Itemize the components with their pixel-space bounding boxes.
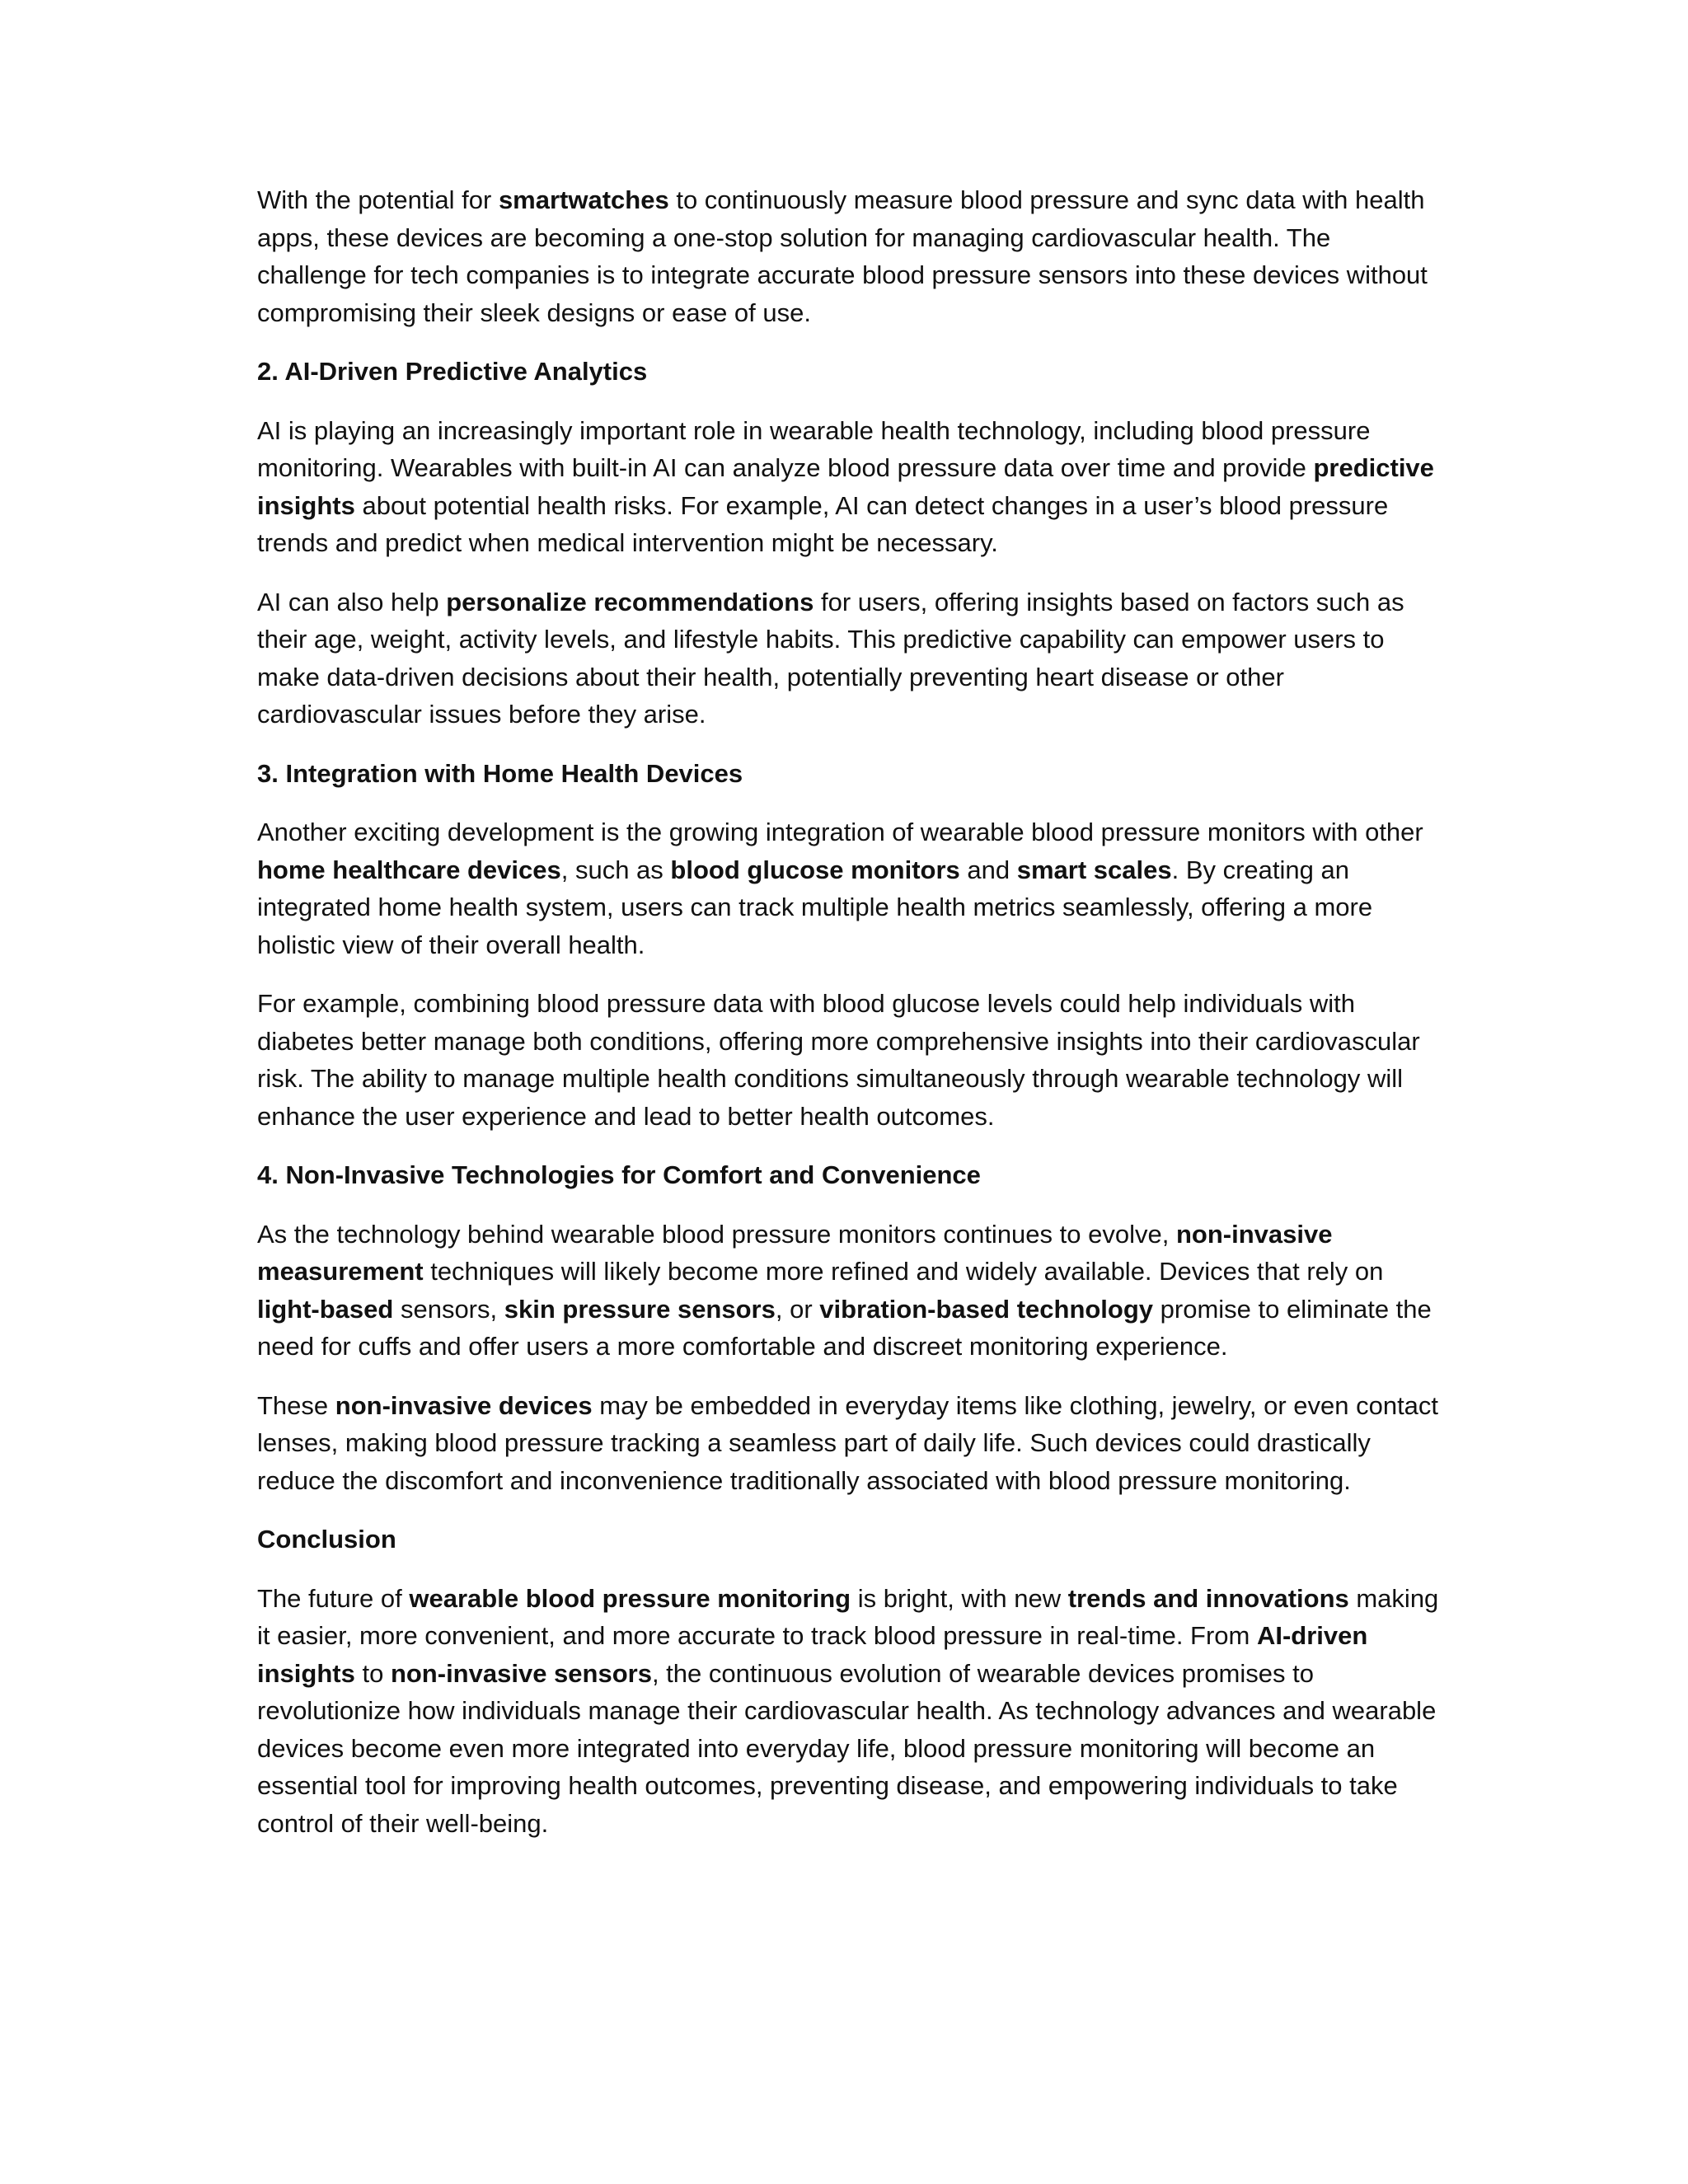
text-run: The future of bbox=[257, 1583, 410, 1613]
text-run: . By creating an integrated home health system, users can track multiple health metrics seamlessly, offering a more holistic view of their overall health. bbox=[257, 855, 1373, 959]
text-run: to bbox=[354, 1658, 391, 1688]
paragraph-glucose-example bbox=[257, 985, 1444, 1135]
heading-text: 3. Integration with Home Health Devices bbox=[257, 758, 743, 788]
section-heading-home-devices bbox=[257, 755, 1444, 793]
paragraph-conclusion bbox=[257, 1580, 1444, 1843]
bold-text-run: wearable blood pressure monitoring bbox=[409, 1583, 851, 1613]
bold-text-run: smart scales bbox=[1016, 855, 1172, 884]
bold-text-run: predictive insights bbox=[257, 453, 1434, 520]
text-run: for users, offering insights based on factors such as their age, weight, activity levels, and lifestyle habits. This predictive capability can empower users to make data-driven decisions about their health, potentially preventing heart disease or other cardiovascular issues before they arise. bbox=[257, 587, 1404, 729]
bold-text-run: skin pressure sensors bbox=[504, 1294, 776, 1324]
bold-text-run: trends and innovations bbox=[1067, 1583, 1349, 1613]
text-run: making it easier, more convenient, and more accurate to track blood pressure in real-time. From bbox=[257, 1583, 1439, 1650]
bold-text-run: vibration-based technology bbox=[819, 1294, 1154, 1324]
text-run: Another exciting development is the growing integration of wearable blood pressure monitors with other bbox=[257, 818, 1423, 846]
heading-text: 4. Non-Invasive Technologies for Comfort and Convenience bbox=[257, 1160, 981, 1189]
bold-text-run: smartwatches bbox=[498, 185, 669, 214]
text-run: , such as bbox=[560, 855, 671, 884]
bold-text-run: personalize recommendations bbox=[446, 587, 814, 616]
paragraph-non-invasive-devices bbox=[257, 1387, 1444, 1500]
text-run: may be embedded in everyday items like clothing, jewelry, or even contact lenses, making blood pressure tracking a seamless part of daily life. Such devices could drastically reduce the discomfort and inconvenience traditionally associated with blood pressure monitoring. bbox=[257, 1390, 1439, 1495]
bold-text-run: home healthcare devices bbox=[257, 855, 561, 884]
bold-text-run: non-invasive sensors bbox=[390, 1658, 652, 1688]
heading-text: 2. AI-Driven Predictive Analytics bbox=[257, 357, 648, 386]
text-run: is bright, with new bbox=[851, 1583, 1068, 1613]
text-run: promise to eliminate the need for cuffs and offer users a more comfortable and discreet monitoring experience. bbox=[257, 1294, 1432, 1361]
bold-text-run: non-invasive devices bbox=[335, 1390, 593, 1420]
section-heading-non-invasive bbox=[257, 1156, 1444, 1194]
text-run: , the continuous evolution of wearable devices promises to revolutionize how individuals manage their cardiovascular health. As technology advances and wearable devices become even more integrated into everyday life, blood pressure monitoring will become an essential tool for improving health outcomes, preventing disease, and empowering individuals to take control of their well-being. bbox=[257, 1658, 1437, 1838]
heading-text: Conclusion bbox=[257, 1525, 396, 1554]
text-run: AI is playing an increasingly important role in wearable health technology, including blood pressure monitoring. Wearables with built-in AI can analyze blood pressure data over time and provide bbox=[257, 415, 1371, 482]
text-run: These bbox=[257, 1390, 335, 1420]
bold-text-run: AI-driven insights bbox=[257, 1621, 1368, 1688]
paragraph-smartwatches bbox=[257, 181, 1444, 331]
text-run: As the technology behind wearable blood pressure monitors continues to evolve, bbox=[257, 1219, 1176, 1249]
bold-text-run: light-based bbox=[257, 1294, 394, 1324]
bold-text-run: blood glucose monitors bbox=[670, 855, 960, 884]
paragraph-non-invasive-measurement bbox=[257, 1216, 1444, 1366]
text-run: and bbox=[959, 855, 1017, 884]
paragraph-integration bbox=[257, 813, 1444, 963]
text-run: techniques will likely become more refined and widely available. Devices that rely on bbox=[423, 1257, 1384, 1286]
text-run: sensors, bbox=[393, 1294, 504, 1324]
paragraph-ai-role bbox=[257, 412, 1444, 562]
text-run: AI can also help bbox=[257, 587, 447, 616]
text-run: With the potential for bbox=[257, 185, 499, 214]
section-heading-conclusion bbox=[257, 1521, 1444, 1558]
text-run: , or bbox=[775, 1294, 820, 1324]
text-run: about potential health risks. For example, AI can detect changes in a user’s blood pressure trends and predict when medical intervention might be necessary. bbox=[257, 490, 1389, 557]
text-run: For example, combining blood pressure data with blood glucose levels could help individuals with diabetes better manage both conditions, offering more comprehensive insights into their cardiovascular risk. The ability to manage multiple health conditions simultaneously through wearable technology will enhance the user experience and lead to better health outcomes. bbox=[257, 989, 1420, 1131]
document-page bbox=[257, 181, 1444, 1863]
text-run: to continuously measure blood pressure and sync data with health apps, these devices are becoming a one-stop solution for managing cardiovascular health. The challenge for tech companies is to integrate accurate blood pressure sensors into these devices without compromising their sleek designs or ease of use. bbox=[257, 185, 1428, 327]
paragraph-ai-personalize bbox=[257, 583, 1444, 733]
bold-text-run: non-invasive measurement bbox=[257, 1219, 1333, 1286]
section-heading-ai-analytics bbox=[257, 353, 1444, 391]
